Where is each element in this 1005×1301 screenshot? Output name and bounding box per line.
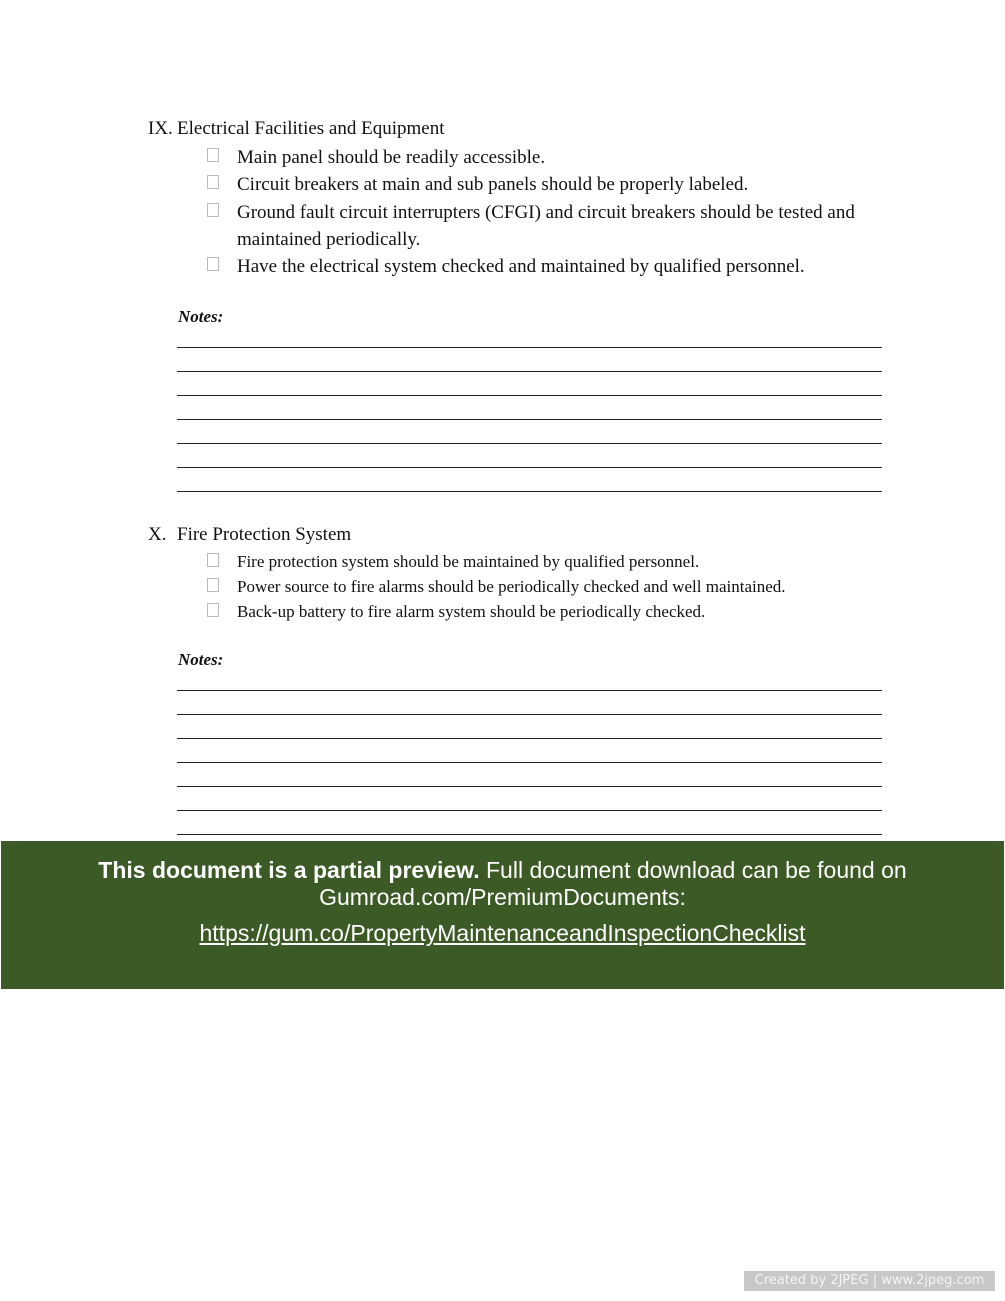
section-number: X. — [148, 524, 167, 545]
notes-line[interactable] — [177, 419, 882, 420]
section-title: Electrical Facilities and Equipment — [177, 118, 445, 139]
checklist-item — [207, 171, 887, 198]
item-text: Ground fault circuit interrupters (CFGI) and circuit breakers should be tested and maintained periodically. — [237, 202, 855, 250]
checklist-item — [207, 253, 887, 280]
section-heading — [148, 524, 351, 546]
notes-line[interactable] — [177, 762, 882, 763]
item-text: Power source to fire alarms should be periodically checked and well maintained. — [237, 577, 786, 596]
banner-bold-text: This document is a partial preview. — [98, 857, 480, 883]
notes-line[interactable] — [177, 443, 882, 444]
item-text: Back-up battery to fire alarm system should be periodically checked. — [237, 602, 706, 621]
notes-line[interactable] — [177, 371, 882, 372]
notes-line[interactable] — [177, 395, 882, 396]
checklist-item — [207, 574, 887, 599]
download-link[interactable]: https://gum.co/PropertyMaintenanceandInspectionChecklist — [199, 920, 806, 946]
checkbox-icon[interactable] — [207, 553, 219, 567]
checkbox-icon[interactable] — [207, 257, 219, 271]
checklist-item — [207, 599, 887, 624]
section-number: IX. — [148, 118, 173, 139]
notes-line[interactable] — [177, 738, 882, 739]
notes-label: Notes: — [178, 307, 224, 326]
checklist-item — [207, 144, 887, 171]
checkbox-icon[interactable] — [207, 148, 219, 162]
notes-label: Notes: — [178, 650, 224, 669]
checklist-item — [207, 549, 887, 574]
preview-banner — [1, 841, 1004, 989]
item-text: Circuit breakers at main and sub panels should be properly labeled. — [237, 174, 749, 195]
banner-text: Full document download can be found on Gumroad.com/PremiumDocuments: — [319, 857, 907, 910]
section-title: Fire Protection System — [177, 524, 352, 545]
notes-line[interactable] — [177, 690, 882, 691]
checkbox-icon[interactable] — [207, 603, 219, 617]
notes-line[interactable] — [177, 347, 882, 348]
item-text: Have the electrical system checked and maintained by qualified personnel. — [237, 256, 805, 277]
checkbox-icon[interactable] — [207, 578, 219, 592]
notes-line[interactable] — [177, 834, 882, 835]
notes-line[interactable] — [177, 810, 882, 811]
checkbox-icon[interactable] — [207, 175, 219, 189]
checkbox-icon[interactable] — [207, 203, 219, 217]
notes-line[interactable] — [177, 467, 882, 468]
notes-line[interactable] — [177, 714, 882, 715]
notes-line[interactable] — [177, 786, 882, 787]
checklist-item — [207, 199, 887, 253]
item-text: Fire protection system should be maintained by qualified personnel. — [237, 552, 700, 571]
item-text: Main panel should be readily accessible. — [237, 147, 546, 168]
notes-line[interactable] — [177, 491, 882, 492]
section-heading — [148, 118, 445, 140]
watermark: Created by 2JPEG | www.2jpeg.com — [744, 1271, 995, 1291]
